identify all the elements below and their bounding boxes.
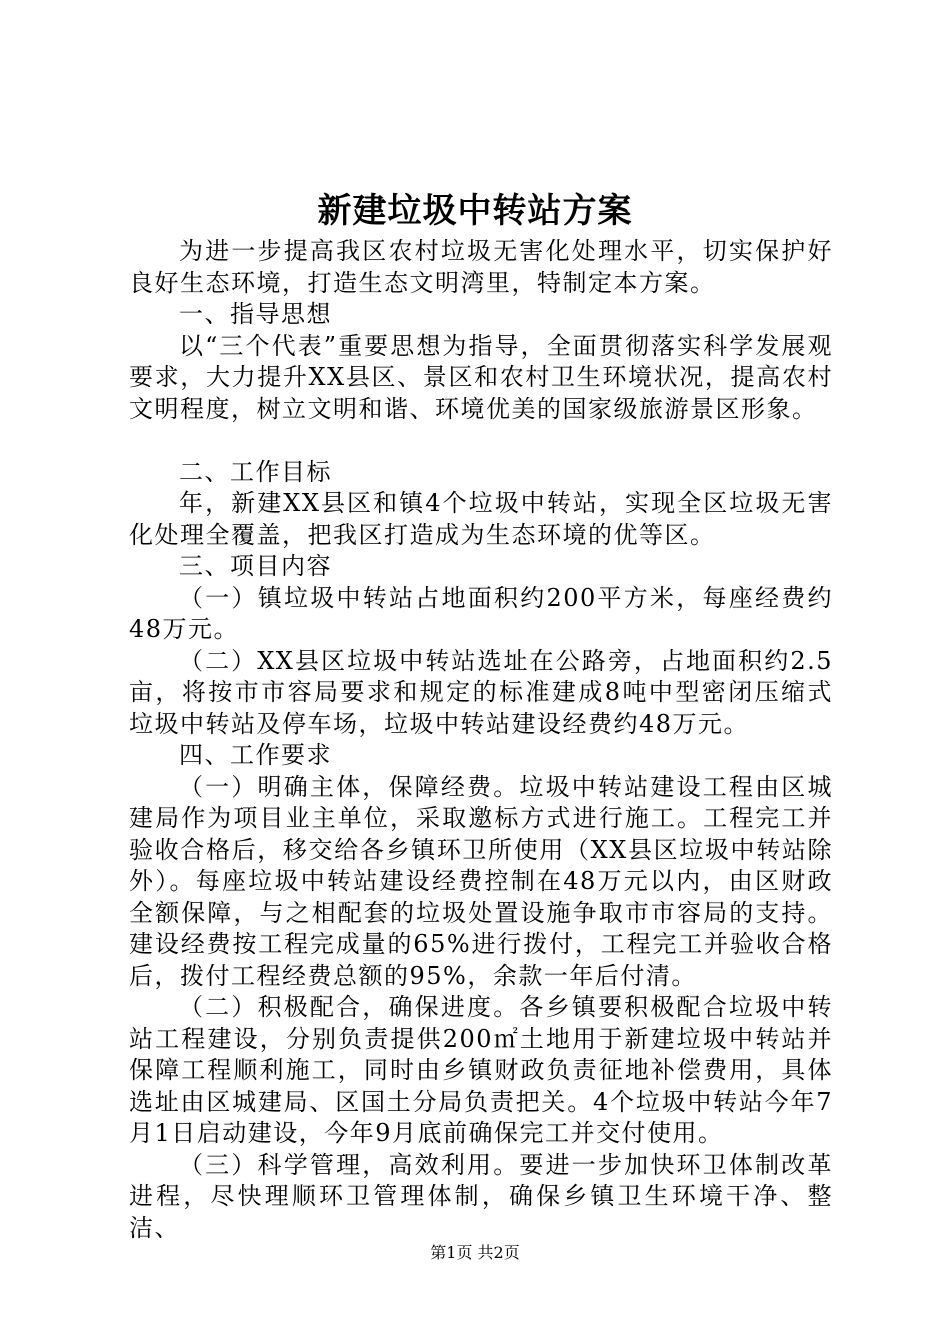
paragraph-guiding-thought: 以“三个代表”重要思想为指导，全面贯彻落实科学发展观要求，大力提升XX县区、景区和农村卫生环境状况，提高农村文明程度，树立文明和谐、环境优美的国家级旅游景区形象。 — [129, 331, 833, 423]
section-heading-4: 四、工作要求 — [179, 741, 332, 769]
document-body — [129, 236, 833, 1244]
paragraph-requirement-2: （二）积极配合，确保进度。各乡镇要积极配合垃圾中转站工程建设，分别负责提供200㎡土地用于新建垃圾中转站并保障工程顺利施工，同时由乡镇财政负责征地补偿费用，具体选址由区城建局、区国土分局负责把关。4个垃圾中转站今年7月1日启动建设，今年9月底前确保完工并交付使用。 — [129, 993, 833, 1147]
paragraph-requirement-1: （一）明确主体，保障经费。垃圾中转站建设工程由区城建局作为项目业主单位，采取邀标方式进行施工。工程完工并验收合格后，移交给各乡镇环卫所使用（XX县区垃圾中转站除外）。每座垃圾中转站建设经费控制在48万元以内，由区财政全额保障，与之相配套的垃圾处置设施争取市市容局的支持。建设经费按工程完成量的65%进行拨付，工程完工并验收合格后，拨付工程经费总额的95%，余款一年后付清。 — [129, 772, 833, 990]
section-heading-1: 一、指导思想 — [179, 300, 332, 328]
paragraph-project-2: （二）XX县区垃圾中转站选址在公路旁，占地面积约2.5亩，将按市市容局要求和规定的标准建成8吨中型密闭压缩式垃圾中转站及停车场，垃圾中转站建设经费约48万元。 — [129, 646, 833, 738]
document-title: 新建垃圾中转站方案 — [317, 191, 633, 231]
section-heading-2: 二、工作目标 — [179, 457, 332, 486]
page-footer: 第1页 共2页 — [430, 1243, 520, 1262]
paragraph-intro: 为进一步提高我区农村垃圾无害化处理水平，切实保护好良好生态环境，打造生态文明湾里，特制定本方案。 — [129, 237, 833, 297]
blank-line — [129, 425, 833, 457]
paragraph-requirement-3: （三）科学管理，高效利用。要进一步加快环卫体制改革进程，尽快理顺环卫管理体制，确保乡镇卫生环境干净、整洁、 — [129, 1150, 833, 1242]
paragraph-project-1: （一）镇垃圾中转站占地面积约200平方米，每座经费约48万元。 — [129, 583, 833, 643]
paragraph-work-goal: 年，新建XX县区和镇4个垃圾中转站，实现全区垃圾无害化处理全覆盖，把我区打造成为生态环境的优等区。 — [129, 489, 833, 549]
section-heading-3: 三、项目内容 — [179, 552, 332, 580]
